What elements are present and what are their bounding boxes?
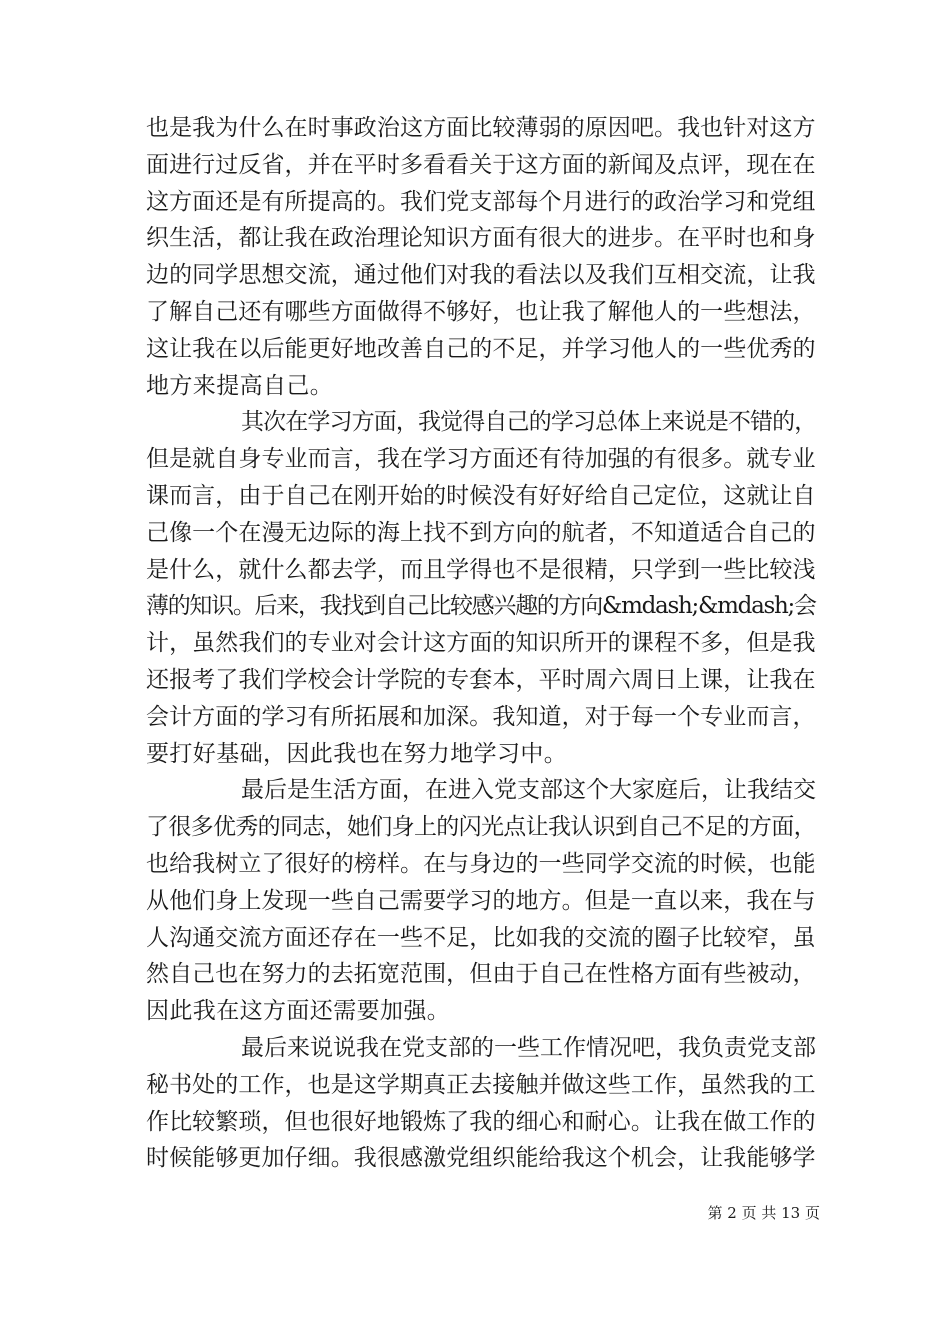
text-line: 边的同学思想交流，通过他们对我的看法以及我们互相交流，让我: [146, 262, 816, 289]
text-line: 也是我为什么在时事政治这方面比较薄弱的原因吧。我也针对这方: [146, 115, 816, 141]
document-body: [146, 110, 816, 1177]
text-line: 也给我树立了很好的榜样。在与身边的一些同学交流的时候，也能: [146, 850, 816, 877]
text-line: 还报考了我们学校会计学院的专套本，平时周六周日上课，让我在: [146, 666, 816, 693]
text-line: 了解自己还有哪些方面做得不够好，也让我了解他人的一些想法，: [146, 298, 816, 325]
text-line: 织生活，都让我在政治理论知识方面有很大的进步。在平时也和身: [146, 225, 816, 252]
text-line: 因此我在这方面还需要加强。: [146, 998, 451, 1025]
text-line: 人沟通交流方面还存在一些不足，比如我的交流的圈子比较窄，虽: [146, 924, 816, 951]
text-line: 地方来提高自己。: [146, 372, 334, 399]
text-line: 这方面还是有所提高的。我们党支部每个月进行的政治学习和党组: [146, 188, 816, 215]
page-number-footer: 第 2 页 共 13 页: [707, 1204, 820, 1222]
text-line: 但是就自身专业而言，我在学习方面还有待加强的有很多。就专业: [146, 446, 816, 473]
paragraph-first-line: 最后是生活方面，在进入党支部这个大家庭后，让我结交: [241, 777, 816, 804]
text-line: 这让我在以后能更好地改善自己的不足，并学习他人的一些优秀的: [146, 335, 816, 362]
text-line: 己像一个在漫无边际的海上找不到方向的航者，不知道适合自己的: [146, 519, 816, 546]
text-line: 秘书处的工作，也是这学期真正去接触并做这些工作，虽然我的工: [146, 1071, 816, 1098]
text-line: 要打好基础，因此我也在努力地学习中。: [146, 740, 568, 767]
text-line: 时候能够更加仔细。我很感激党组织能给我这个机会，让我能够学: [146, 1145, 816, 1172]
text-line: 了很多优秀的同志，她们身上的闪光点让我认识到自己不足的方面，: [146, 814, 816, 841]
text-line: 从他们身上发现一些自己需要学习的地方。但是一直以来，我在与: [146, 887, 816, 914]
paragraph-first-line: 其次在学习方面，我觉得自己的学习总体上来说是不错的，: [241, 409, 817, 436]
text-line: 是什么，就什么都去学，而且学得也不是很精，只学到一些比较浅: [146, 556, 816, 583]
text-line: 会计方面的学习有所拓展和加深。我知道，对于每一个专业而言，: [146, 703, 816, 730]
text-line: 薄的知识。后来，我找到自己比较感兴趣的方向&mdash;&mdash;会: [146, 593, 816, 620]
paragraph-first-line: 最后来说说我在党支部的一些工作情况吧，我负责党支部: [241, 1034, 816, 1061]
text-line: 作比较繁琐，但也很好地锻炼了我的细心和耐心。让我在做工作的: [146, 1108, 816, 1135]
text-line: 面进行过反省，并在平时多看看关于这方面的新闻及点评，现在在: [146, 151, 816, 178]
text-line: 计，虽然我们的专业对会计这方面的知识所开的课程不多，但是我: [146, 630, 816, 657]
text-line: 课而言，由于自己在刚开始的时候没有好好给自己定位，这就让自: [146, 482, 816, 509]
text-line: 然自己也在努力的去拓宽范围，但由于自己在性格方面有些被动，: [146, 961, 816, 988]
